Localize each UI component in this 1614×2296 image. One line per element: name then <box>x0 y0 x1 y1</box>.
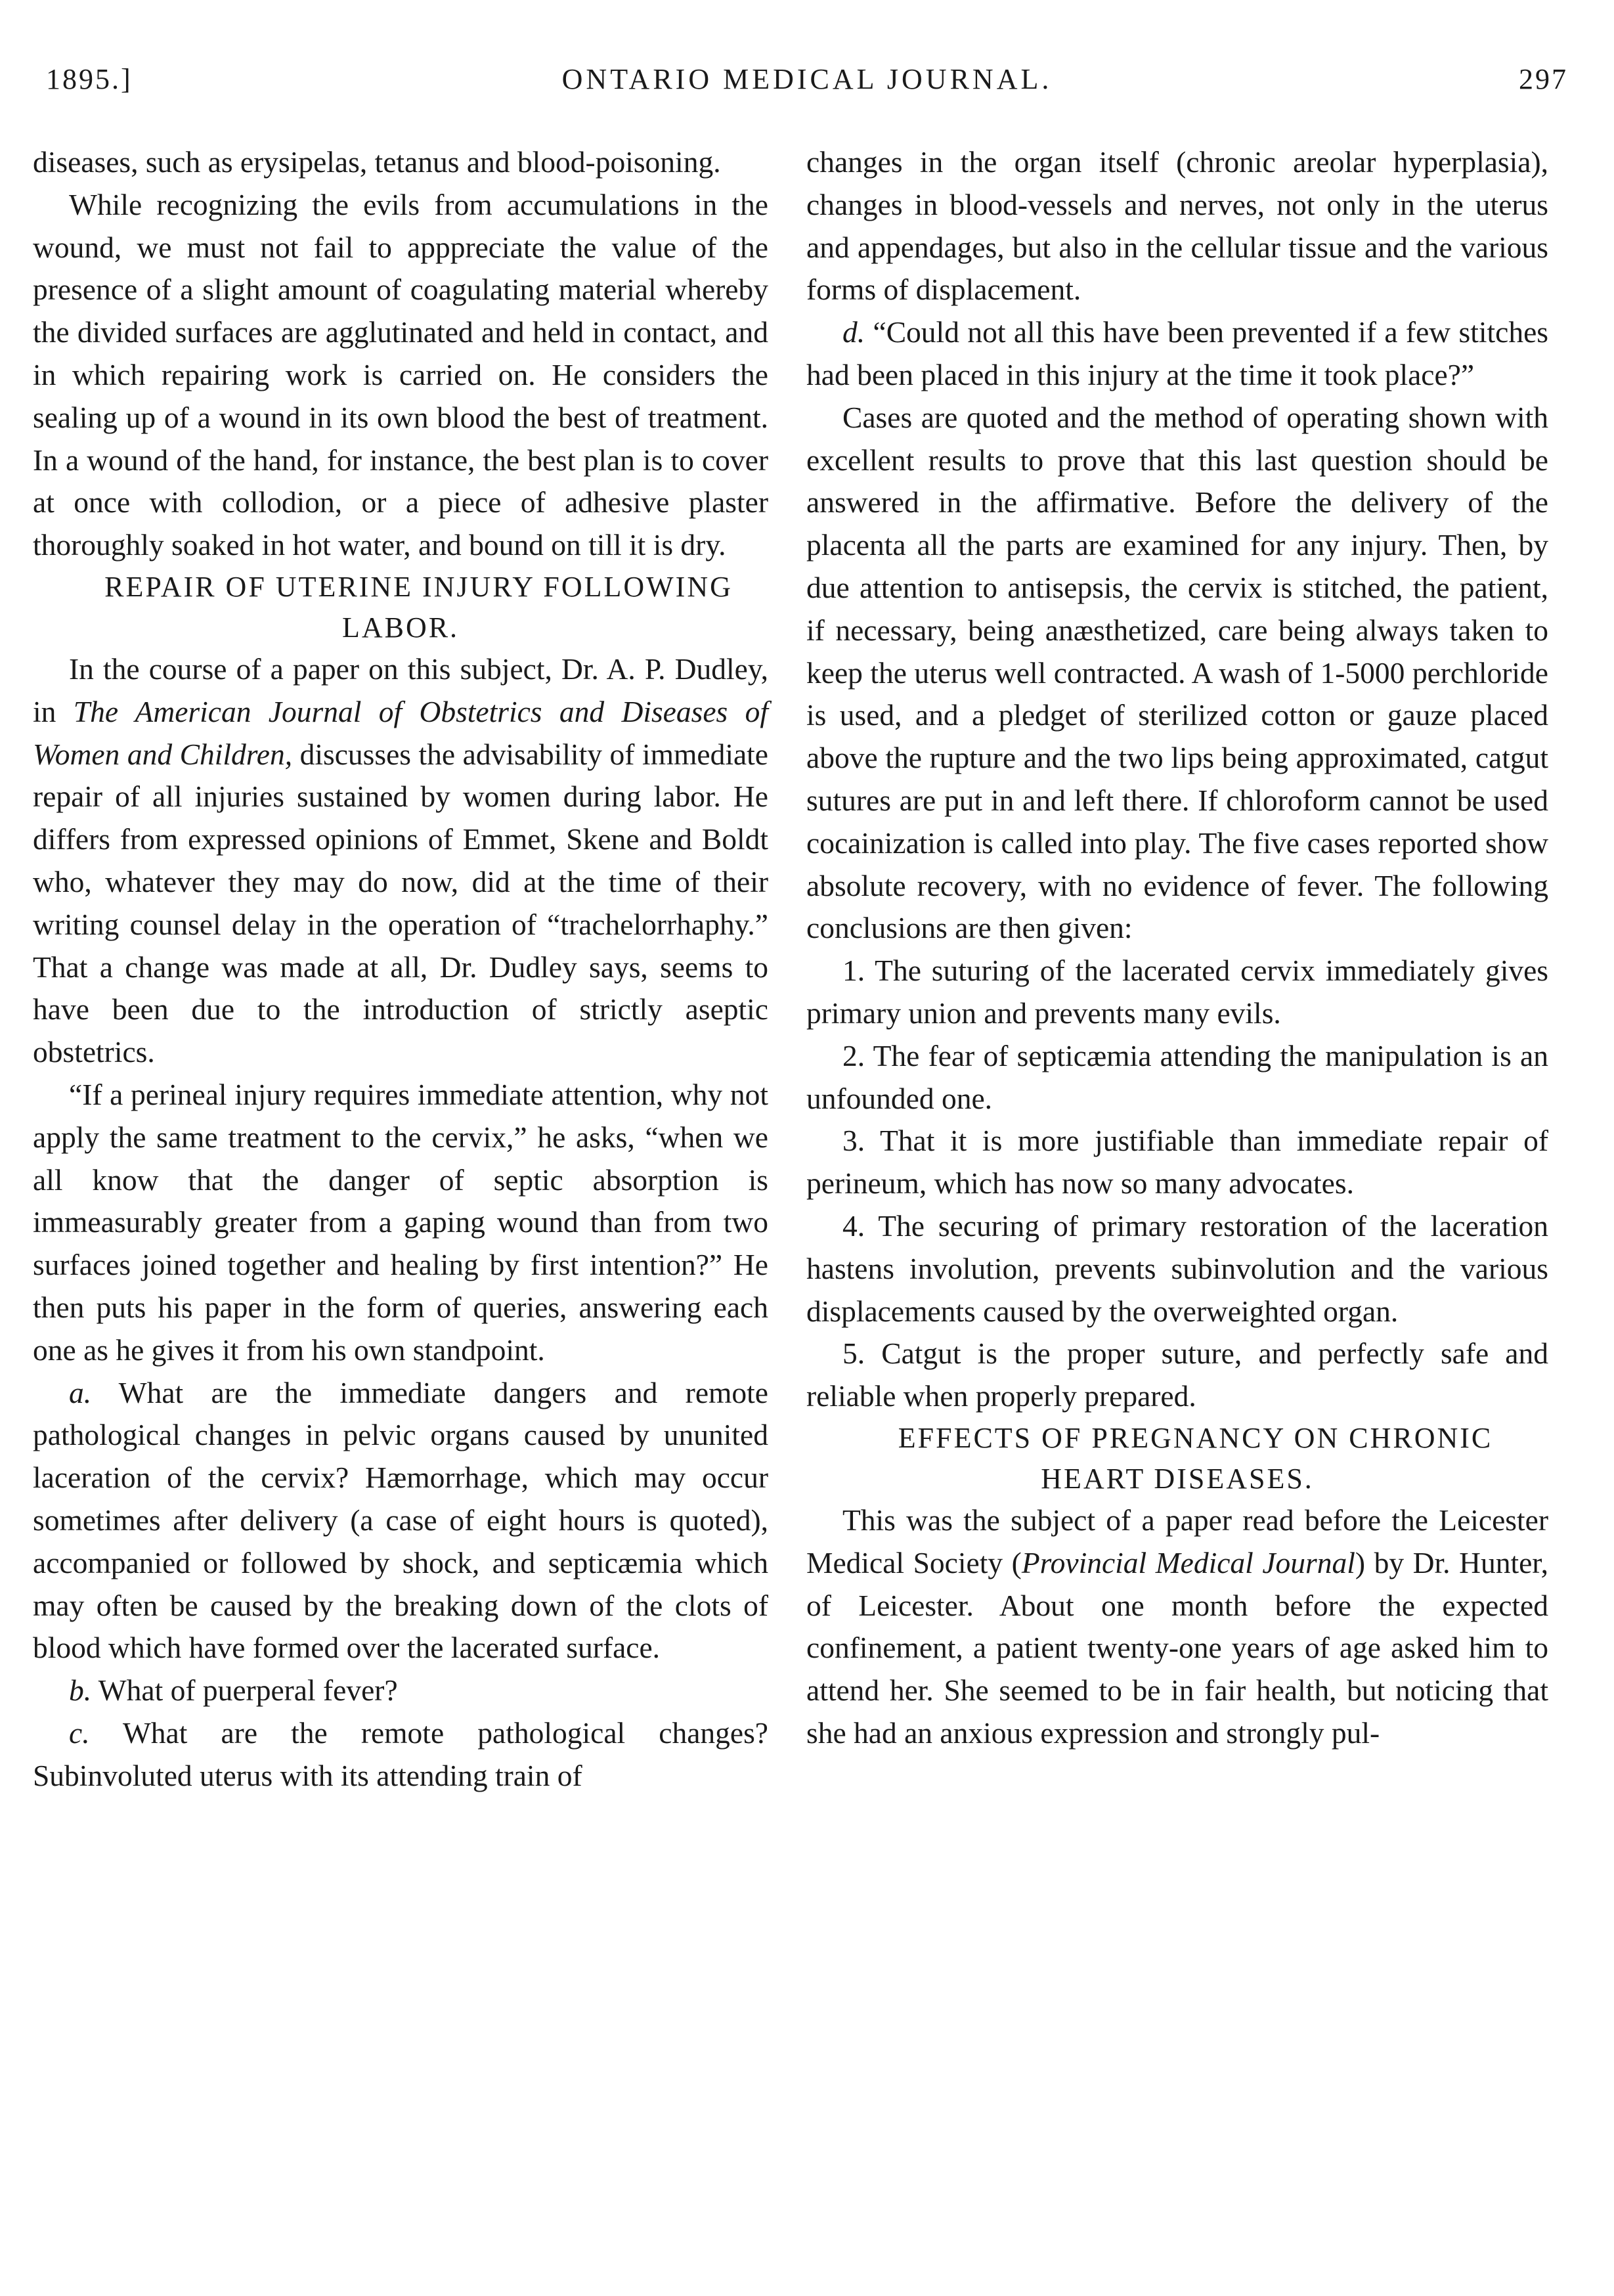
header-journal-title: ONTARIO MEDICAL JOURNAL. <box>561 63 1053 95</box>
text-run: What are the remote pathological changes? Subinvoluted uterus with its attending train of <box>33 1715 768 1792</box>
header-year: 1895.] <box>46 63 133 95</box>
paragraph: “If a perineal injury requires immediate attention, why not apply the same treatment to the cervix,” he asks, “when we all know that the danger of septic absorption is immeasurably greater from a gaping wound than from two surfaces joined together and healing by first intention?” He then puts his paper in the form of queries, answering each one as he gives it from his own standpoint. <box>33 1077 768 1367</box>
paragraph <box>33 648 768 1074</box>
query-letter: a. <box>69 1375 92 1409</box>
text-run: In the course of a paper on this subject, Dr. A. P. Dudley, in <box>33 651 768 728</box>
text-run: ) by Dr. Hunter, of Leicester. About one month before the expected confinement, a patient twenty-one years of age asked him to attend her. She seemed to be in fair health, but noticing that she had an anxious expression and strongly pul- <box>806 1545 1548 1750</box>
section-heading-pregnancy-heart: EFFECTS OF PREGNANCY ON CHRONIC HEART DISEASES. <box>898 1421 1493 1495</box>
paragraph: While recognizing the evils from accumulations in the wound, we must not fail to apppreciate the value of the presence of a slight amount of coagulating material whereby the divided surfaces are agglutinated and held in contact, and in which repairing work is carried on. He considers the sealing up of a wound in its own blood the best of treatment. In a wound of the hand, for instance, the best plan is to cover at once with collodion, or a piece of adhesive plaster thoroughly soaked in hot water, and bound on till it is dry. <box>33 187 768 562</box>
text-run: What of puerperal fever? <box>91 1673 398 1708</box>
paragraph <box>806 1499 1548 1755</box>
paragraph: changes in the organ itself (chronic areolar hyperplasia), changes in blood-vessels and nerves, not only in the uterus and appendages, but also in the cellular tissue and the various forms of displacement. <box>806 145 1548 307</box>
journal-citation: Provincial Medical Journal <box>1021 1545 1355 1579</box>
journal-citation: The American Journal of Obstetrics and Diseases of Women and Children, <box>33 694 768 771</box>
query-paragraph <box>806 311 1548 397</box>
query-paragraph <box>33 1372 768 1670</box>
running-header <box>46 62 1568 115</box>
paragraph: diseases, such as erysipelas, tetanus and blood-poisoning. <box>33 145 721 179</box>
right-column <box>806 141 1548 1755</box>
conclusion-item: 2. The fear of septicæmia attending the manipulation is an unfounded one. <box>806 1038 1548 1115</box>
paragraph: Cases are quoted and the method of operating shown with excellent results to prove that this last question should be answered in the affirmative. Before the delivery of the placenta all the parts are examined for any injury. Then, by due attention to antisepsis, the cervix is stitched, the patient, if necessary, being anæsthetized, care being always taken to keep the uterus well contracted. A wash of 1-5000 perchloride is used, and a pledget of sterilized cotton or gauze placed above the rupture and the two lips being approximated, catgut sutures are put in and left there. If chloroform cannot be used cocainization is called into play. The five cases reported show absolute recovery, with no evidence of fever. The following conclusions are then given: <box>806 400 1548 945</box>
query-paragraph <box>33 1712 768 1798</box>
conclusion-item: 4. The securing of primary restoration of the laceration hastens involution, prevents subinvolution and the various displacements caused by the overweighted organ. <box>806 1208 1548 1328</box>
text-run: “Could not all this have been prevented if a few stitches had been placed in this injury at the time it took place?” <box>806 315 1548 391</box>
header-page-number: 297 <box>1519 63 1568 95</box>
query-letter: c. <box>69 1715 90 1750</box>
conclusion-item: 1. The suturing of the lacerated cervix immediately gives primary union and prevents many evils. <box>806 954 1548 1030</box>
query-letter: d. <box>842 315 865 349</box>
query-letter: b. <box>69 1673 92 1708</box>
text-run: This was the subject of a paper read before the Leicester Medical Society ( <box>806 1503 1548 1579</box>
conclusion-item: 5. Catgut is the proper suture, and perfectly safe and reliable when properly prepared. <box>806 1336 1548 1413</box>
conclusion-item: 3. That it is more justifiable than immediate repair of perineum, which has now so many advocates. <box>806 1124 1548 1201</box>
query-paragraph <box>33 1669 768 1712</box>
text-run: discusses the advisability of immediate repair of all injuries sustained by women during labor. He differs from expressed opinions of Emmet, Skene and Boldt who, whatever they may do now, did at the time of their writing counsel delay in the operation of “trachelorrhaphy.” That a change was made at all, Dr. Dudley says, seems to have been due to the introduction of strictly aseptic obstetrics. <box>33 737 768 1069</box>
text-run: What are the immediate dangers and remote pathological changes in pelvic organs caused by ununited laceration of the cervix? Hæmorrhage, which may occur sometimes after delivery (a case of eight hours is quoted), accompanied or followed by shock, and septicæmia which may often be caused by the breaking down of the clots of blood which have formed over the lacerated surface. <box>33 1375 768 1665</box>
section-heading-uterine-injury: REPAIR OF UTERINE INJURY FOLLOWING LABOR. <box>104 570 733 644</box>
left-column <box>33 141 768 1797</box>
